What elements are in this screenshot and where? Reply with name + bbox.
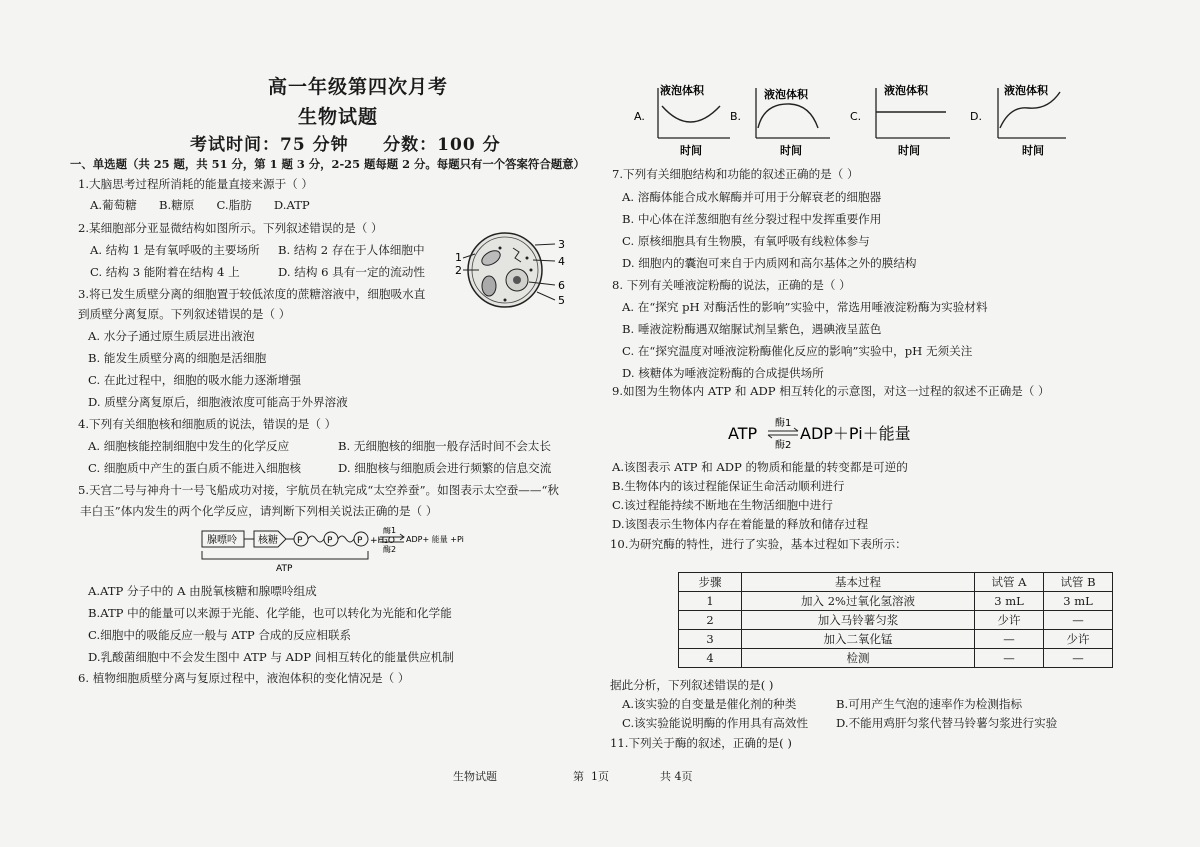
q5-stem-line2: 丰白玉”体内发生的两个化学反应，请判断下列相关说法正确的是（ ） (80, 504, 438, 518)
exam-title: 高一年级第四次月考 (268, 76, 449, 98)
q2-option-a: A. 结构 1 是有氧呼吸的主要场所 (90, 243, 260, 257)
fig-products: ADP+ 能量 +Pi (406, 535, 464, 544)
q10-experiment-table (678, 572, 1113, 668)
q2-stem: 2.某细胞部分亚显微结构如图所示。下列叙述错误的是（ ） (78, 221, 383, 235)
table-cell: 检测 (742, 649, 975, 668)
q7-stem: 7.下列有关细胞结构和功能的叙述正确的是（ ） (612, 167, 859, 181)
fig-ribose-label: 核糖 (258, 535, 278, 546)
q3-stem-line1: 3.将已发生质壁分离的细胞置于较低浓度的蔗糖溶液中，细胞吸水直 (78, 287, 426, 301)
fig-phosphate-2: P (327, 536, 333, 546)
q3-option-c: C. 在此过程中，细胞的吸水能力逐渐增强 (88, 373, 301, 387)
q4-option-c: C. 细胞质中产生的蛋白质不能进入细胞核 (88, 461, 301, 475)
table-row (679, 630, 1113, 649)
q3-option-a: A. 水分子通过原生质层进出液泡 (88, 329, 255, 343)
q9-stem: 9.如图为生物体内 ATP 和 ADP 相互转化的示意图，对这一过程的叙述不正确是（ ） (612, 384, 1050, 398)
footer-subject: 生物试题 (453, 770, 497, 783)
table-cell: — (975, 649, 1044, 668)
q1-options: A.葡萄糖 B.糖原 C.脂肪 D.ATP (90, 198, 310, 212)
table-header-cell: 基本过程 (742, 573, 975, 592)
graph-d (970, 83, 1066, 157)
table-cell: 3 mL (1044, 592, 1113, 611)
q7-option-b: B. 中心体在洋葱细胞有丝分裂过程中发挥重要作用 (622, 212, 882, 226)
table-cell: 加入 2%过氧化氢溶液 (742, 592, 975, 611)
graph-b-xlabel: 时间 (780, 144, 802, 157)
graph-a-ylabel: 液泡体积 (660, 84, 704, 97)
atp-adp-equation (728, 414, 958, 454)
q8-option-a: A. 在“探究 pH 对酶活性的影响”实验中，常选用唾液淀粉酶为实验材料 (622, 300, 988, 314)
q9-option-b: B.生物体内的该过程能保证生命活动顺利进行 (612, 479, 845, 493)
q10-stem: 10.为研究酶的特性，进行了实验，基本过程如下表所示： (610, 537, 907, 551)
q5-stem-line1: 5.天宫二号与神舟十一号飞船成功对接，宇航员在轨完成“太空养蚕”。如图表示太空蚕——“秋 (78, 483, 560, 497)
q5-option-b: B.ATP 中的能量可以来源于光能、化学能，也可以转化为光能和化学能 (88, 606, 452, 620)
table-header-cell: 试管 B (1044, 573, 1113, 592)
fig-enzyme1: 酶1 (383, 527, 397, 535)
table-cell: — (975, 630, 1044, 649)
graph-c-ylabel: 液泡体积 (884, 84, 928, 97)
q8-stem: 8. 下列有关唾液淀粉酶的说法，正确的是（ ） (612, 278, 851, 292)
q2-option-d: D. 结构 6 具有一定的流动性 (278, 265, 425, 279)
q2-label-1: 1 (455, 251, 462, 264)
cell-structure-diagram (455, 230, 570, 310)
exam-subject: 生物试题 (298, 106, 379, 128)
fig-water: +H₂O (370, 536, 396, 546)
graph-b-letter: B. (730, 110, 742, 123)
fig-phosphate-1: P (297, 536, 303, 546)
q4-stem: 4.下列有关细胞核和细胞质的说法，错误的是（ ） (78, 417, 337, 431)
q4-option-d: D. 细胞核与细胞质会进行频繁的信息交流 (338, 461, 552, 475)
q7-option-d: D. 细胞内的囊泡可来自于内质网和高尔基体之外的膜结构 (622, 256, 917, 270)
q10-option-a: A.该实验的自变量是催化剂的种类 (622, 697, 797, 711)
q7-option-c: C. 原核细胞具有生物膜，有氧呼吸有线粒体参与 (622, 234, 870, 248)
q2-option-b: B. 结构 2 存在于人体细胞中 (278, 243, 425, 257)
eq-right: ADP＋Pi＋能量 (800, 424, 911, 443)
table-row (679, 611, 1113, 630)
graph-d-xlabel: 时间 (1022, 144, 1044, 157)
table-cell: — (1044, 611, 1113, 630)
graph-d-letter: D. (970, 110, 982, 123)
table-header-cell: 步骤 (679, 573, 742, 592)
footer-total-pages: 共 4页 (660, 770, 693, 783)
table-header-cell: 试管 A (975, 573, 1044, 592)
fig-phosphate-3: P (357, 536, 363, 546)
q2-option-c: C. 结构 3 能附着在结构 4 上 (90, 265, 240, 279)
q11-stem: 11.下列关于酶的叙述，正确的是( ) (610, 736, 792, 750)
q9-option-d: D.该图表示生物体内存在着能量的释放和储存过程 (612, 517, 869, 531)
eq-enzyme2: 酶2 (775, 440, 792, 451)
table-cell: 1 (679, 592, 742, 611)
q8-option-d: D. 核糖体为唾液淀粉酶的合成提供场所 (622, 366, 824, 380)
q2-label-3: 3 (558, 238, 565, 251)
q10-option-c: C.该实验能说明酶的作用具有高效性 (622, 716, 809, 730)
q3-stem-line2: 到质壁分离复原。下列叙述错误的是（ ） (78, 307, 291, 321)
q5-option-d: D.乳酸菌细胞中不会发生图中 ATP 与 ADP 间相互转化的能量供应机制 (88, 650, 454, 664)
exam-time-score: 考试时间：75 分钟 分数：100 分 (190, 135, 501, 155)
q8-option-c: C. 在“探究温度对唾液淀粉酶催化反应的影响”实验中，pH 无须关注 (622, 344, 973, 358)
table-cell: 3 mL (975, 592, 1044, 611)
q7-option-a: A. 溶酶体能合成水解酶并可用于分解衰老的细胞器 (622, 190, 882, 204)
table-cell: — (1044, 649, 1113, 668)
graph-a-xlabel: 时间 (680, 144, 702, 157)
table-cell: 加入二氧化锰 (742, 630, 975, 649)
graph-a (634, 83, 730, 157)
q10-option-d: D.不能用鸡肝匀浆代替马铃薯匀浆进行实验 (836, 716, 1058, 730)
q2-label-4: 4 (558, 255, 565, 268)
fig-atp-label: ATP (276, 564, 293, 573)
table-header-row (679, 573, 1113, 592)
table-row (679, 592, 1113, 611)
q5-option-a: A.ATP 分子中的 A 由脱氧核糖和腺嘌呤组成 (88, 584, 317, 598)
q2-label-6: 6 (558, 279, 565, 292)
q6-option-graphs (630, 78, 1070, 160)
graph-c (850, 83, 950, 157)
table-cell: 3 (679, 630, 742, 649)
q10-option-b: B.可用产生气泡的速率作为检测指标 (836, 697, 1023, 711)
graph-c-xlabel: 时间 (898, 144, 920, 157)
eq-enzyme1: 酶1 (775, 418, 792, 429)
table-cell: 加入马铃薯匀浆 (742, 611, 975, 630)
q2-label-5: 5 (558, 294, 565, 307)
q6-stem: 6. 植物细胞质壁分离与复原过程中，液泡体积的变化情况是（ ） (78, 671, 410, 685)
table-row (679, 649, 1113, 668)
q10-after-table: 据此分析，下列叙述错误的是( ) (610, 678, 774, 692)
fig-enzyme2: 酶2 (383, 545, 397, 554)
graph-a-letter: A. (634, 110, 645, 123)
q3-option-d: D. 质壁分离复原后，细胞液浓度可能高于外界溶液 (88, 395, 348, 409)
q3-option-b: B. 能发生质壁分离的细胞是活细胞 (88, 351, 267, 365)
q4-option-a: A. 细胞核能控制细胞中发生的化学反应 (88, 439, 290, 453)
q5-option-c: C.细胞中的吸能反应一般与 ATP 合成的反应相联系 (88, 628, 352, 642)
table-cell: 少许 (1044, 630, 1113, 649)
eq-left: ATP (728, 424, 758, 443)
q1-stem: 1.大脑思考过程所消耗的能量直接来源于（ ） (78, 177, 314, 191)
q9-option-c: C.该过程能持续不断地在生物活细胞中进行 (612, 498, 833, 512)
q9-option-a: A.该图表示 ATP 和 ADP 的物质和能量的转变都是可逆的 (612, 460, 908, 474)
q8-option-b: B. 唾液淀粉酶遇双缩脲试剂呈紫色，遇碘液呈蓝色 (622, 322, 882, 336)
graph-d-ylabel: 液泡体积 (1004, 84, 1048, 97)
q4-option-b: B. 无细胞核的细胞一般存活时间不会太长 (338, 439, 551, 453)
graph-b (730, 87, 830, 157)
fig-adenine-label: 腺嘌呤 (207, 535, 237, 546)
table-cell: 少许 (975, 611, 1044, 630)
table-cell: 4 (679, 649, 742, 668)
atp-structure-figure (198, 527, 488, 573)
graph-c-letter: C. (850, 110, 862, 123)
section-heading: 一、单选题（共 25 题，共 51 分，第 1 题 3 分，2-25 题每题 2 分。每题只有一个答案符合题意） (70, 157, 585, 171)
table-cell: 2 (679, 611, 742, 630)
footer-page: 第 1页 (573, 770, 609, 783)
graph-b-ylabel: 液泡体积 (764, 88, 808, 101)
q2-label-2: 2 (455, 264, 462, 277)
